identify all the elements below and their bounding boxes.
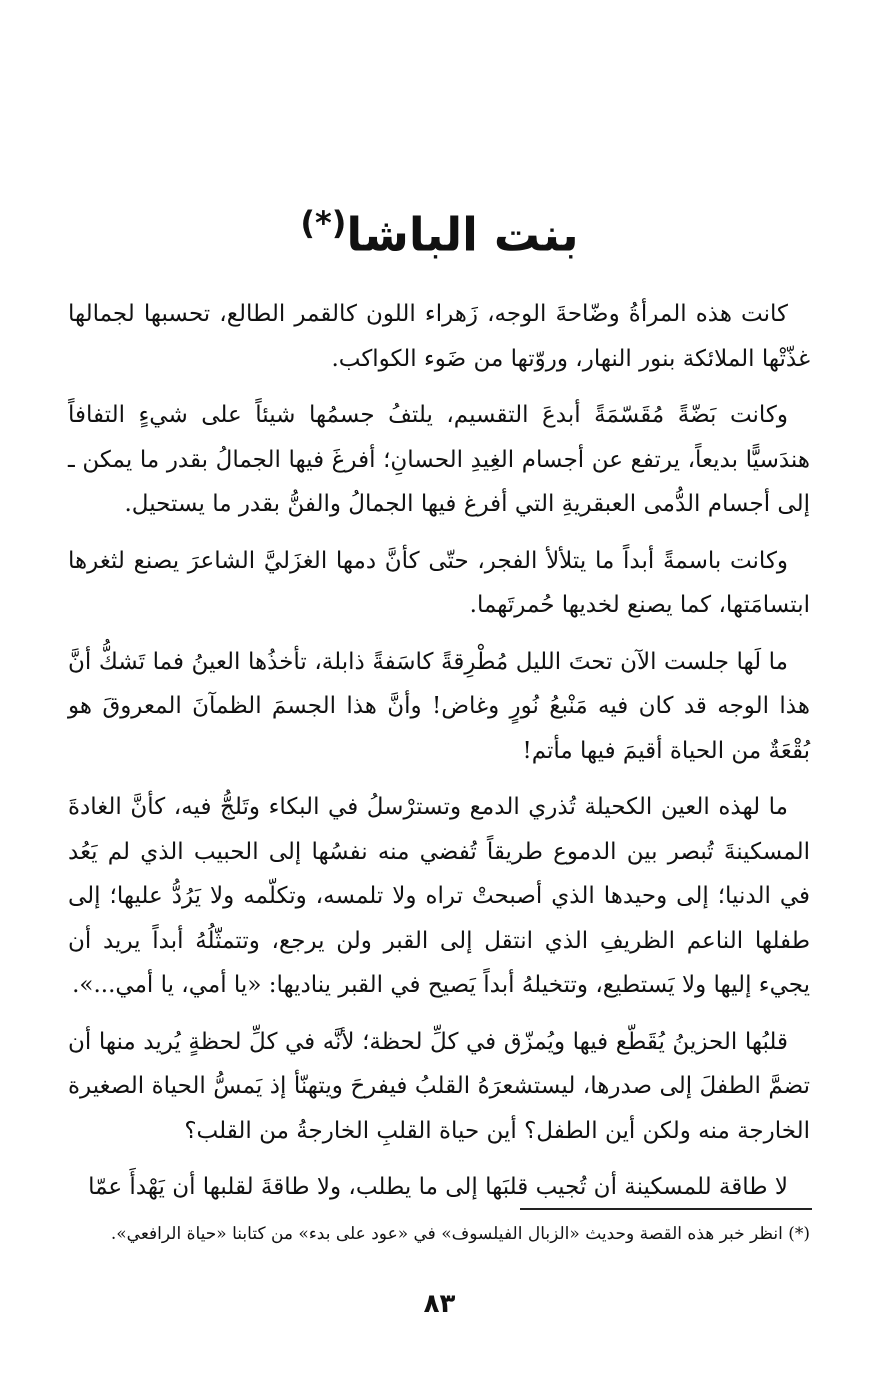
paragraph: ما لَها جلست الآن تحتَ الليل مُطْرِقةً كاسَفةً ذابلة، تأخذُها العينُ فما تَشكُّ أنَّ هذا الوجه قد كان فيه مَنْبعُ نُورٍ وغاض! وأنَّ هذا الجسمَ الظمآنَ المعروقَ هو بُقْعَةٌ من الحياة أقيمَ فيها مأتم! [68,648,810,764]
page-number: ٨٣ [423,1289,456,1319]
footnote-divider [520,1208,812,1210]
paragraph: قلبُها الحزينُ يُقَطّع فيها ويُمزّق في كلِّ لحظة؛ لأنَّه في كلِّ لحظةٍ يُريد منها أن تضمَّ الطفلَ إلى صدرها، ليستشعرَهُ القلبُ فيفرحَ ويتهنّأ إذ يَمسُّ الحياة الصغيرة الخارجة منه ولكن أين الطفل؟ أين حياة القلبِ الخارجةُ من القلب؟ [68,1028,810,1144]
paragraph: كانت هذه المرأةُ وضّاحةَ الوجه، زَهراء اللون كالقمر الطالع، تحسبها لجمالها غذّتْها الملائكة بنور النهار، وروّتها من ضَوء الكواكب. [68,301,810,372]
chapter-body [68,292,810,1222]
footnote-marker: (*) [300,204,347,242]
chapter-title-text: بنت الباشا [346,207,579,262]
footnote: (*) انظر خبر هذه القصة وحديث «الزبال الفيلسوف» في «عود على بدء» من كتابنا «حياة الرافعي». [110,1224,810,1244]
paragraph: لا طاقة للمسكينة أن تُجيب قلبَها إلى ما يطلب، ولا طاقةَ لقلبها أن يَهْدأَ عمّا [88,1174,788,1200]
paragraph: وكانت باسمةً أبداً ما يتلألأ الفجر، حتّى كأنَّ دمها الغزَليَّ الشاعرَ يصنع لثغرها ابتسامَتها، كما يصنع لخديها حُمرتَهما. [68,547,810,618]
paragraph: ما لهذه العين الكحيلة تُذري الدمع وتسترْسلُ في البكاء وتَلجُّ فيه، كأنَّ الغادةَ المسكينةَ تُبصر بين الدموع طريقاً تُفضي منه نفسُها إلى الحبيب الذي لم يَعُد في الدنيا؛ إلى وحيدها الذي أصبحتْ تراه ولا تلمسه، وتكلّمه ولا يَرُدُّ عليها؛ إلى طفلها الناعم الظريفِ الذي انتقل إلى القبر ولن يرجع، وتتمثّلُهُ أبداً يريد أن يجيء إليها ولا يَستطيع، وتتخيلهُ أبداً يَصيح في القبر يناديها: «يا أمي، يا أمي...». [68,794,810,998]
paragraph: وكانت بَضّةً مُقَسّمَةً أبدعَ التقسيم، يلتفُ جسمُها شيئاً على شيءٍ التفافاً هندَسيًّا بديعاً، يرتفع عن أجسام الغِيدِ الحسانِ؛ أفرغَ فيها الجمالُ بقدر ما يمكن ـ إلى أجسام الدُّمى العبقريةِ التي أفرغ فيها الجمالُ والفنُّ بقدر ما يستحيل. [68,402,810,517]
chapter-title [0,188,879,269]
